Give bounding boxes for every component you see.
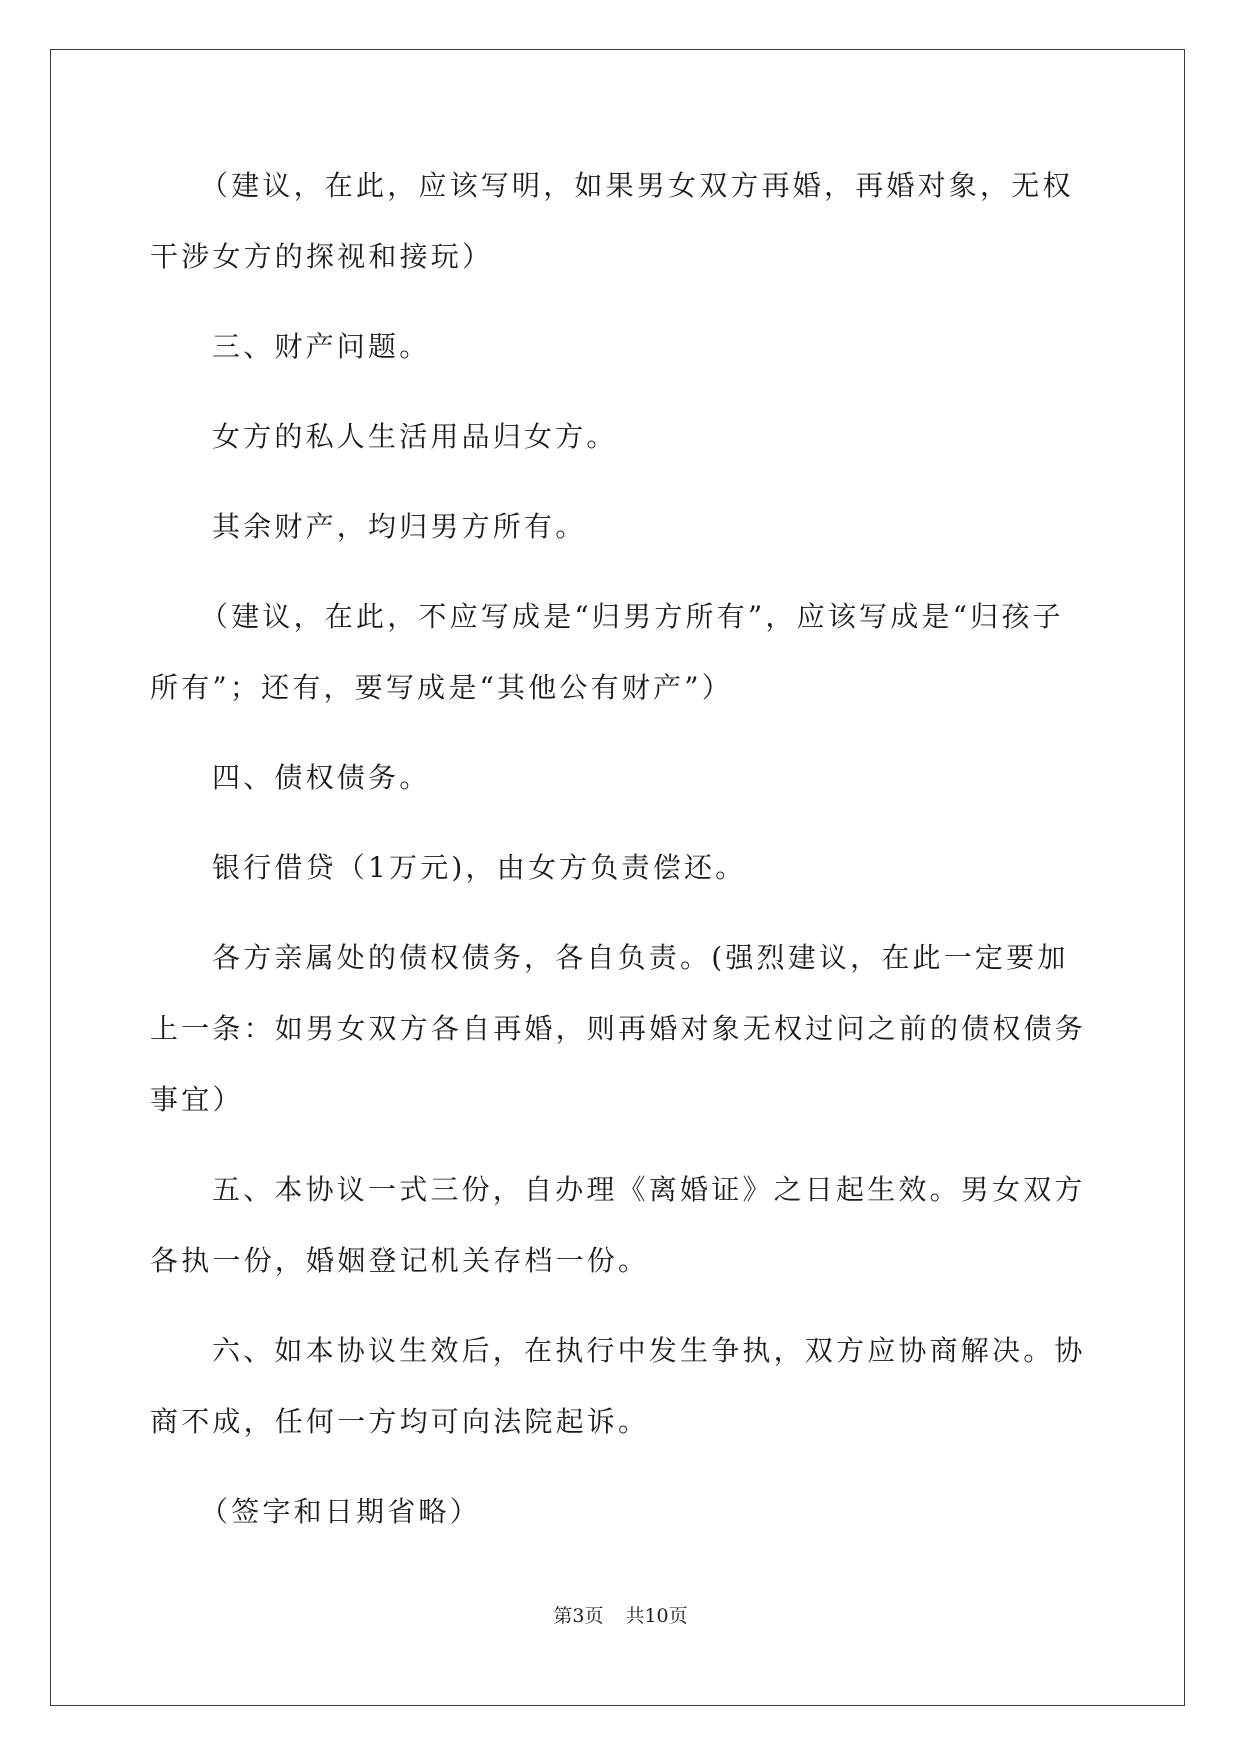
page-footer: [0, 1601, 1241, 1628]
paragraph-debt-heading: 四、债权债务。: [212, 761, 431, 794]
paragraph-property-heading: 三、财产问题。: [212, 330, 431, 363]
paragraph-remaining-property: 其余财产，均归男方所有。: [212, 510, 587, 543]
paragraph-personal-items: 女方的私人生活用品归女方。: [212, 420, 618, 453]
page-number-current: 第3页: [553, 1605, 604, 1627]
paragraph-relatives-debt: 各方亲属处的债权债务，各自负责。(强烈建议，在此一定要加上一条：如男女双方各自再婚，则再婚对象无权过问之前的债权债务事宜）: [150, 941, 1087, 1116]
paragraph-suggestion-remarriage: （建议，在此，应该写明，如果男女双方再婚，再婚对象，无权干涉女方的探视和接玩）: [150, 169, 1074, 273]
document-body: [150, 150, 1090, 1566]
paragraph-signature-omitted: （签字和日期省略）: [200, 1495, 481, 1528]
page-number-total: 共10页: [625, 1605, 688, 1627]
paragraph-agreement-copies: 五、本协议一式三份，自办理《离婚证》之日起生效。男女双方各执一份，婚姻登记机关存档一份。: [150, 1173, 1086, 1277]
paragraph-dispute-resolution: 六、如本协议生效后，在执行中发生争执，双方应协商解决。协商不成，任何一方均可向法院起诉。: [150, 1334, 1086, 1438]
paragraph-suggestion-property: （建议，在此，不应写成是“归男方所有”，应该写成是“归孩子所有”；还有，要写成是“其他公有财产”）: [150, 600, 1064, 704]
paragraph-bank-loan: 银行借贷（1万元)，由女方负责偿还。: [212, 851, 747, 884]
